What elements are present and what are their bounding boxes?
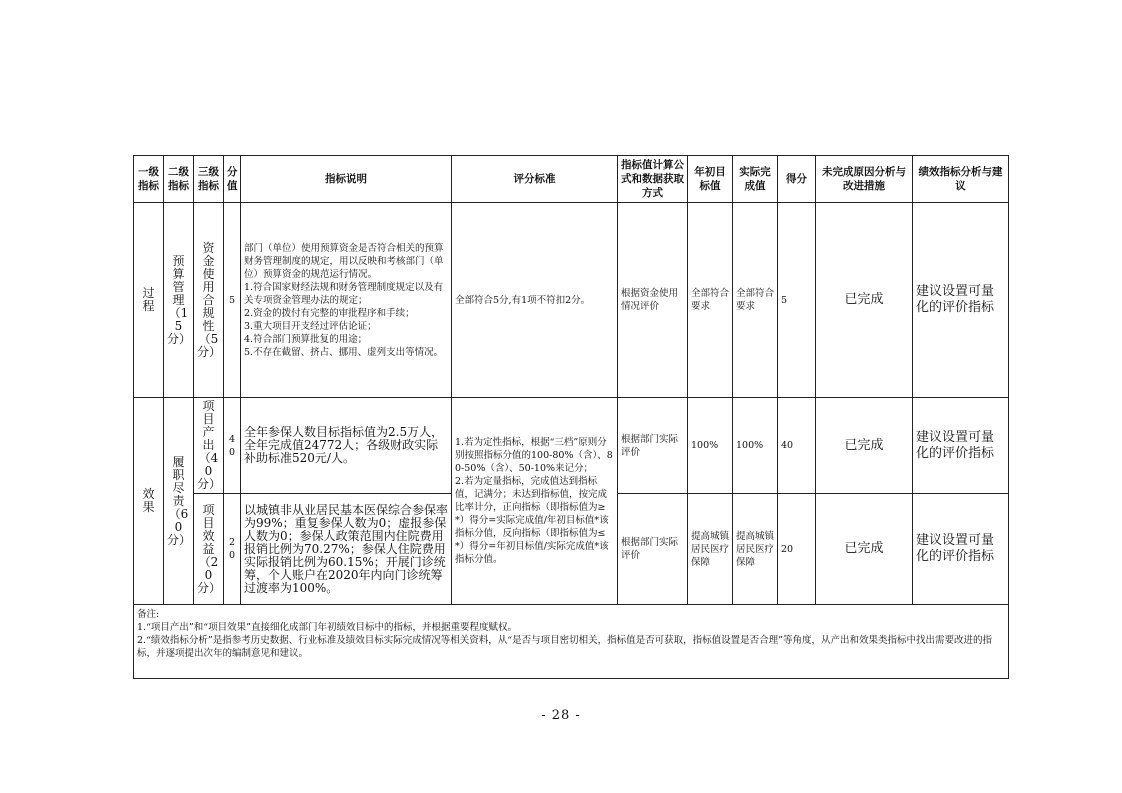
actual-cell: 全部符合要求: [733, 203, 778, 398]
header-target: 年初目标值: [688, 156, 733, 203]
notes-cell: [134, 605, 1009, 679]
description-line: 5.不存在截留、挤占、挪用、虚列支出等情况。: [244, 346, 444, 358]
score-value-cell: 20: [224, 494, 241, 605]
description-cell: 以城镇非从业居民基本医保综合参保率为99%；重复参保人数为0；虚报参保人数为0；参保人政策范围内住院费用报销比例为70.27%；参保人住院费用实际报销比例为60.15%；开展门诊统筹，个人账户在2020年内向门诊统筹过渡率为100%。: [241, 494, 452, 605]
header-score: 得分: [778, 156, 816, 203]
analysis-cell: 建议设置可量化的评价指标: [913, 494, 1009, 605]
description-line: 1.符合国家财经法规和财务管理制度规定以及有关专项资金管理办法的规定；: [244, 281, 444, 306]
criteria-cell: 全部符合5分,有1项不符扣2分。: [452, 203, 618, 398]
criteria-cell: [452, 398, 618, 605]
description-line: 4.符合部门预算批复的用途；: [244, 333, 368, 345]
reason-cell: 已完成: [816, 398, 913, 494]
description-cell: 全年参保人数目标指标值为2.5万人，全年完成值24772人；各级财政实际补助标准520元/人。: [241, 398, 452, 494]
formula-cell: 根据资金使用情况评价: [618, 203, 688, 398]
target-cell: 全部符合要求: [688, 203, 733, 398]
header-level2: 二级指标: [164, 156, 194, 203]
header-criteria: 评分标准: [452, 156, 618, 203]
level2-cell: 履职尽责（60分）: [164, 398, 194, 605]
score-cell: 40: [778, 398, 816, 494]
criteria-line: 2.若为定量指标，完成值达到指标值，记满分；未达到指标值，按完成比率计分，正向指标（即指标值为≥*）得分=实际完成值/年初目标值*该指标分值，反向指标（即指标值为≤*）得分=年初目标值/实际完成值*该指标分值。: [455, 476, 609, 565]
description-line: 2.资金的拨付有完整的审批程序和手续；: [244, 307, 415, 319]
target-cell: 100%: [688, 398, 733, 494]
header-level3: 三级指标: [194, 156, 224, 203]
notes-title: 备注:: [137, 609, 160, 620]
header-actual: 实际完成值: [733, 156, 778, 203]
header-description: 指标说明: [241, 156, 452, 203]
header-reason: 未完成原因分析与改进措施: [816, 156, 913, 203]
reason-cell: 已完成: [816, 494, 913, 605]
analysis-cell: 建议设置可量化的评价指标: [913, 203, 1009, 398]
header-score-value: 分值: [224, 156, 241, 203]
note-item: 2.“绩效指标分析”是指参考历史数据、行业标准及绩效目标实际完成情况等相关资料，从“是否与项目密切相关，指标值是否可获取，指标值设置是否合理”等角度，从产出和效果类指标中找出需要改进的指标，并逐项提出次年的编制意见和建议。: [137, 635, 992, 659]
description-line: 3.重大项目开支经过评估论证；: [244, 320, 377, 332]
formula-cell: 根据部门实际评价: [618, 398, 688, 494]
note-item: 1.“项目产出”和“项目效果”直接细化成部门年初绩效目标中的指标，并根据重要程度赋权。: [137, 622, 517, 633]
level1-cell: 过程: [134, 203, 164, 398]
score-cell: 20: [778, 494, 816, 605]
description-cell: [241, 203, 452, 398]
level3-cell: 项目效益（20分）: [194, 494, 224, 605]
performance-evaluation-table: [133, 155, 1009, 679]
score-cell: 5: [778, 203, 816, 398]
analysis-cell: 建议设置可量化的评价指标: [913, 398, 1009, 494]
header-formula: 指标值计算公式和数据获取方式: [618, 156, 688, 203]
score-value-cell: 40: [224, 398, 241, 494]
header-row: [134, 156, 1009, 203]
target-cell: 提高城镇居民医疗保障: [688, 494, 733, 605]
table-row: [134, 398, 1009, 494]
reason-cell: 已完成: [816, 203, 913, 398]
description-line: 部门（单位）使用预算资金是否符合相关的预算财务管理制度的规定，用以反映和考核部门（单位）预算资金的规范运行情况。: [244, 242, 444, 280]
level3-cell: 项目产出（40分）: [194, 398, 224, 494]
actual-cell: 提高城镇居民医疗保障: [733, 494, 778, 605]
criteria-line: 1.若为定性指标，根据“三档”原则分别按照指标分值的100-80%（含）、80-50%（含）、50-10%来记分；: [455, 437, 613, 474]
header-analysis: 绩效指标分析与建议: [913, 156, 1009, 203]
level3-cell: 资金使用合规性（5分）: [194, 203, 224, 398]
page-number: - 28 -: [541, 708, 581, 723]
level1-cell: 效果: [134, 398, 164, 605]
score-value-cell: 5: [224, 203, 241, 398]
actual-cell: 100%: [733, 398, 778, 494]
formula-cell: 根据部门实际评价: [618, 494, 688, 605]
table-row: [134, 203, 1009, 398]
header-level1: 一级指标: [134, 156, 164, 203]
notes-row: [134, 605, 1009, 679]
level2-cell: 预算管理（15分）: [164, 203, 194, 398]
